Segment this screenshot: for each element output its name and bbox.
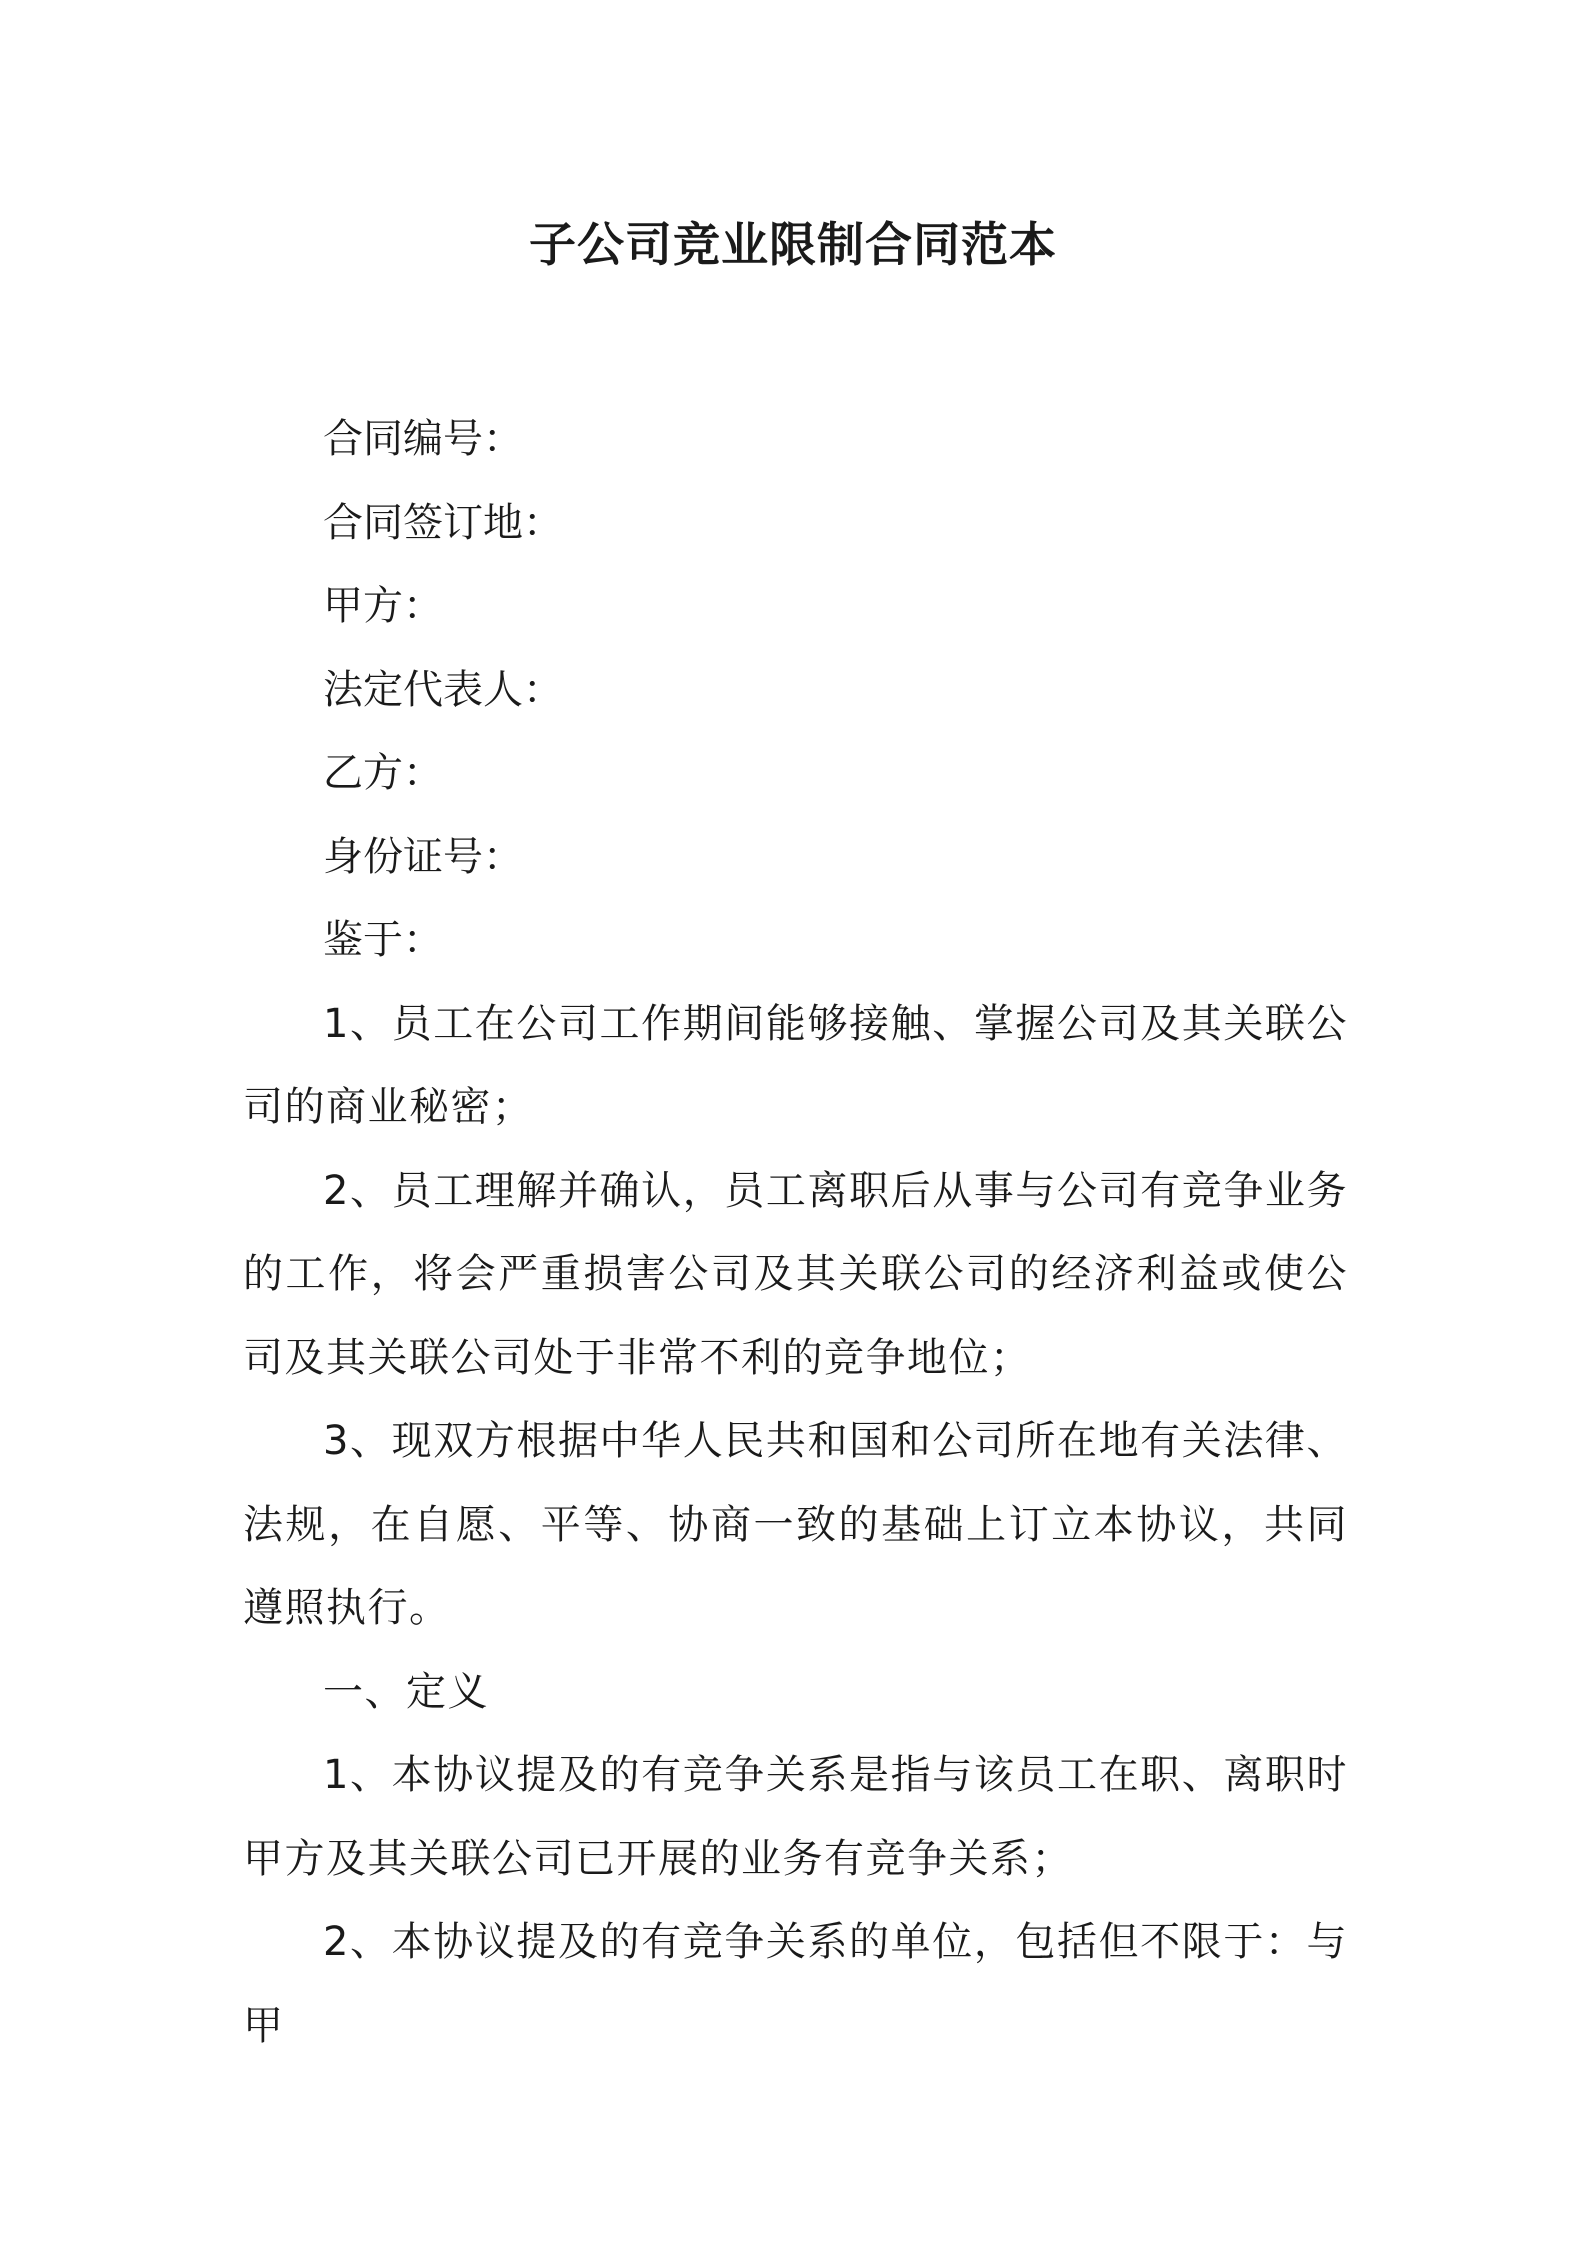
field-party-a: 甲方： (323, 583, 443, 629)
section-heading-definitions: 一、定义 (323, 1668, 489, 1715)
document-body (243, 398, 1348, 2068)
field-whereas: 鉴于： (323, 917, 443, 963)
field-contract-number: 合同编号： (323, 416, 523, 462)
recital-2: 2、员工理解并确认，员工离职后从事与公司有竞争业务的工作，将会严重损害公司及其关联公司的经济利益或使公司及其关联公司处于非常不利的竞争地位； (243, 1167, 1348, 1381)
definition-1: 1、本协议提及的有竞争关系是指与该员工在职、离职时甲方及其关联公司已开展的业务有竞争关系； (243, 1752, 1348, 1882)
recital-3: 3、现双方根据中华人民共和国和公司所在地有关法律、法规，在自愿、平等、协商一致的基础上订立本协议，共同遵照执行。 (243, 1418, 1348, 1631)
field-signing-place: 合同签订地： (323, 499, 563, 546)
document-title: 子公司竞业限制合同范本 (529, 218, 1057, 273)
field-party-b: 乙方： (323, 750, 443, 796)
field-id-number: 身份证号： (323, 833, 523, 880)
definition-2: 2、本协议提及的有竞争关系的单位，包括但不限于：与甲 (243, 1919, 1348, 2049)
field-legal-representative: 法定代表人： (323, 666, 563, 713)
recital-1: 1、员工在公司工作期间能够接触、掌握公司及其关联公司的商业秘密； (243, 1000, 1348, 1130)
